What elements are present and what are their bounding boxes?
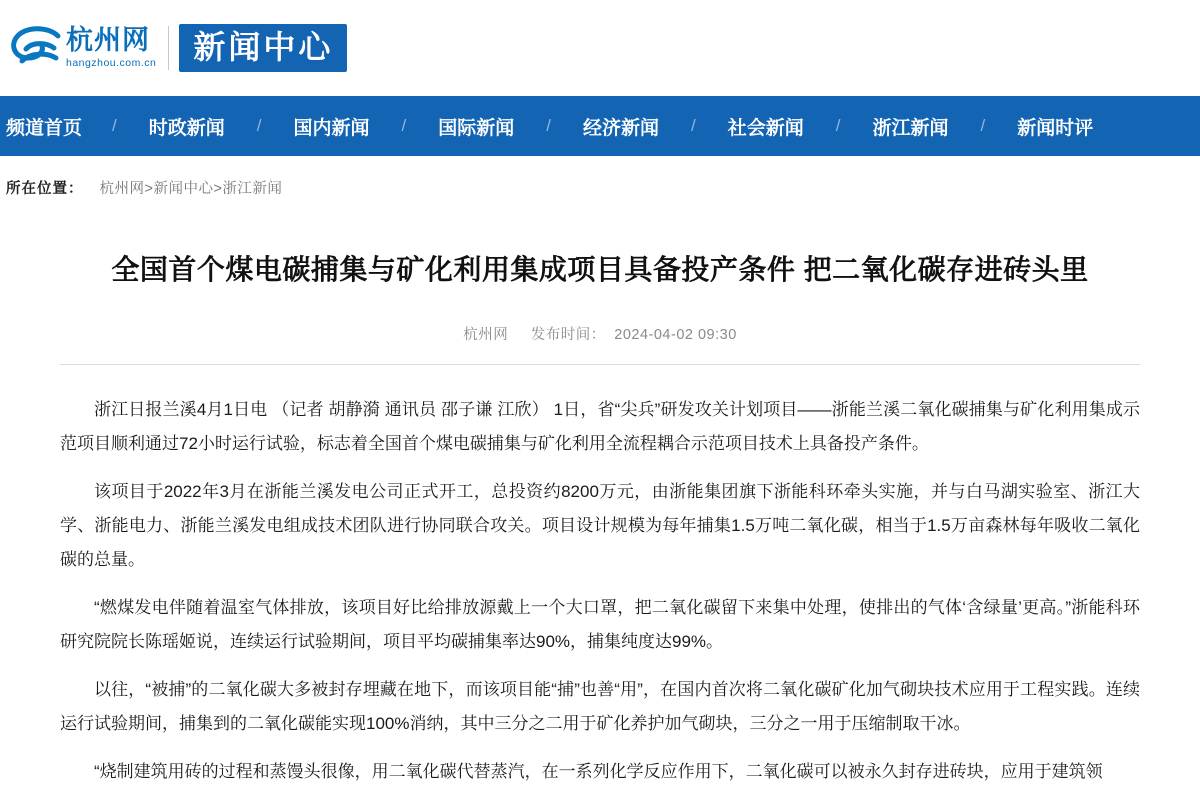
nav-separator: /	[112, 116, 117, 135]
breadcrumb	[0, 156, 1200, 218]
nav-separator: /	[256, 116, 262, 135]
nav-separator: /	[691, 116, 696, 135]
article-paragraph: “燃煤发电伴随着温室气体排放，该项目好比给排放源戴上一个大口罩，把二氧化碳留下来集中处理，使排出的气体‘含绿量’更高。”浙能科环研究院院长陈瑶姬说，连续运行试验期间，项目平均碳捕集率达90%，捕集纯度达99%。	[60, 598, 1140, 652]
article	[30, 250, 1170, 789]
nav-separator: /	[835, 116, 841, 135]
header-divider	[168, 26, 169, 70]
nav-item-commentary[interactable]: 新闻时评	[1017, 117, 1094, 139]
article-source: 杭州网	[463, 327, 509, 344]
article-paragraph: 该项目于2022年3月在浙能兰溪发电公司正式开工，总投资约8200万元，由浙能集团旗下浙能科环牵头实施，并与白马湖实验室、浙江大学、浙能电力、浙能兰溪发电组成技术团队进行协同联合攻关。项目设计规模为每年捕集1.5万吨二氧化碳，相当于1.5万亩森林每年吸收二氧化碳的总量。	[60, 482, 1140, 570]
article-meta	[60, 323, 1140, 344]
breadcrumb-label: 所在位置：	[6, 180, 84, 197]
nav-item-zhejiang[interactable]: 浙江新闻	[872, 117, 949, 139]
nav-separator: /	[546, 116, 551, 135]
news-center-badge[interactable]: 新闻中心	[179, 24, 347, 72]
logo-en-name: hangzhou.com.cn	[66, 57, 157, 70]
nav-item-channel-home[interactable]: 频道首页	[6, 117, 83, 139]
article-paragraph: 浙江日报兰溪4月1日电 （记者 胡静漪 通讯员 邵子谦 江欣） 1日，省“尖兵”研发攻关计划项目——浙能兰溪二氧化碳捕集与矿化利用集成示范项目顺利通过72小时运行试验，标志着全国首个煤电碳捕集与矿化利用全流程耦合示范项目技术上具备投产条件。	[60, 400, 1140, 454]
nav-item-economy[interactable]: 经济新闻	[583, 117, 660, 139]
article-paragraph: “烧制建筑用砖的过程和蒸馒头很像，用二氧化碳代替蒸汽，在一系列化学反应作用下，二氧化碳可以被永久封存进砖块，应用于建筑领	[94, 762, 1103, 782]
wave-swirl-logo-icon	[8, 20, 64, 76]
logo-text	[64, 27, 166, 69]
article-publish-time: 2024-04-02 09:30	[614, 327, 737, 344]
nav-item-international[interactable]: 国际新闻	[438, 117, 515, 139]
article-body	[60, 365, 1140, 789]
nav-item-politics[interactable]: 时政新闻	[148, 117, 225, 139]
main-navigation	[0, 96, 1200, 156]
breadcrumb-path[interactable]: 杭州网>新闻中心>浙江新闻	[99, 180, 283, 197]
nav-item-society[interactable]: 社会新闻	[727, 117, 804, 139]
nav-item-domestic[interactable]: 国内新闻	[293, 117, 370, 139]
article-time-label: 发布时间：	[530, 327, 606, 344]
site-header	[0, 0, 1200, 96]
nav-separator: /	[401, 116, 407, 135]
article-paragraph: 以往，“被捕”的二氧化碳大多被封存埋藏在地下，而该项目能“捕”也善“用”，在国内首次将二氧化碳矿化加气砌块技术应用于工程实践。连续运行试验期间，捕集到的二氧化碳能实现100%消纳，其中三分之二用于矿化养护加气砌块，三分之一用于压缩制取干冰。	[60, 680, 1140, 734]
site-logo[interactable]	[8, 20, 166, 76]
nav-separator: /	[980, 116, 986, 135]
logo-cn-name: 杭州网	[66, 25, 150, 56]
nav-items	[0, 113, 1200, 140]
page-title: 全国首个煤电碳捕集与矿化利用集成项目具备投产条件 把二氧化碳存进砖头里	[111, 254, 1089, 285]
